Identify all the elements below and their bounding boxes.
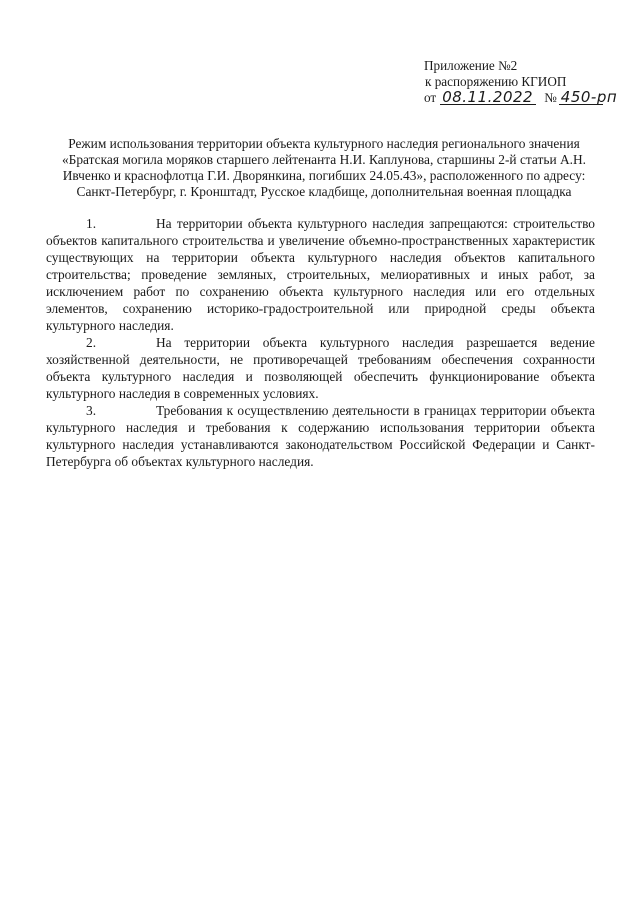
appendix-title: Приложение №2 [424,58,518,73]
title-line-4: Санкт-Петербург, г. Кронштадт, Русское кладбище, дополнительная военная площадка [76,184,572,199]
appendix-header [424,58,624,106]
number-sign: № [544,90,557,105]
title-line-1: Режим использования территории объекта культурного наследия регионального значения [68,136,580,151]
paragraph-number: 1. [86,216,97,231]
appendix-date-line [424,90,624,106]
paragraph-text: Требования к осуществлению деятельности в границах территории объекта культурного наследия и требования к содержанию использования территории объекта культурного наследия устанавливаются законодательством Российской Федерации и Санкт-Петербурга об объектах культурного наследия. [46,403,595,469]
handwritten-date: 08.11.2022 [440,90,536,105]
paragraph-2 [46,334,595,402]
handwritten-number: 450-рп [560,88,618,106]
paragraph-number: 3. [86,403,97,418]
paragraph-3 [46,402,595,470]
appendix-order-ref: к распоряжению КГИОП [425,74,567,89]
document-title [48,136,600,200]
document-body [46,215,595,470]
paragraph-number: 2. [86,335,97,350]
paragraph-1 [46,215,595,334]
paragraph-text: На территории объекта культурного наследия разрешается ведение хозяйственной деятельности, не противоречащей требованиям обеспечения сохранности объекта культурного наследия и позволяющей обеспечить функционирование объекта культурного наследия в современных условиях. [46,335,595,401]
paragraph-text: На территории объекта культурного наследия запрещаются: строительство объектов капитального строительства и увеличение объемно-пространственных характеристик существующих на территории объекта культурного наследия объектов капитального строительства; проведение земляных, строительных, мелиоративных и иных работ, за исключением работ по сохранению объекта культурного наследия или его отдельных элементов, сохранению историко-градостроительной или природной среды объекта культурного наследия. [46,216,595,333]
title-line-2: «Братская могила моряков старшего лейтенанта Н.И. Каплунова, старшины 2-й статьи А.Н. [61,152,587,167]
title-line-3: Ивченко и краснофлотца Г.И. Дворянкина, погибших 24.05.43», расположенного по адресу: [62,168,586,183]
date-prefix: от [424,90,437,105]
